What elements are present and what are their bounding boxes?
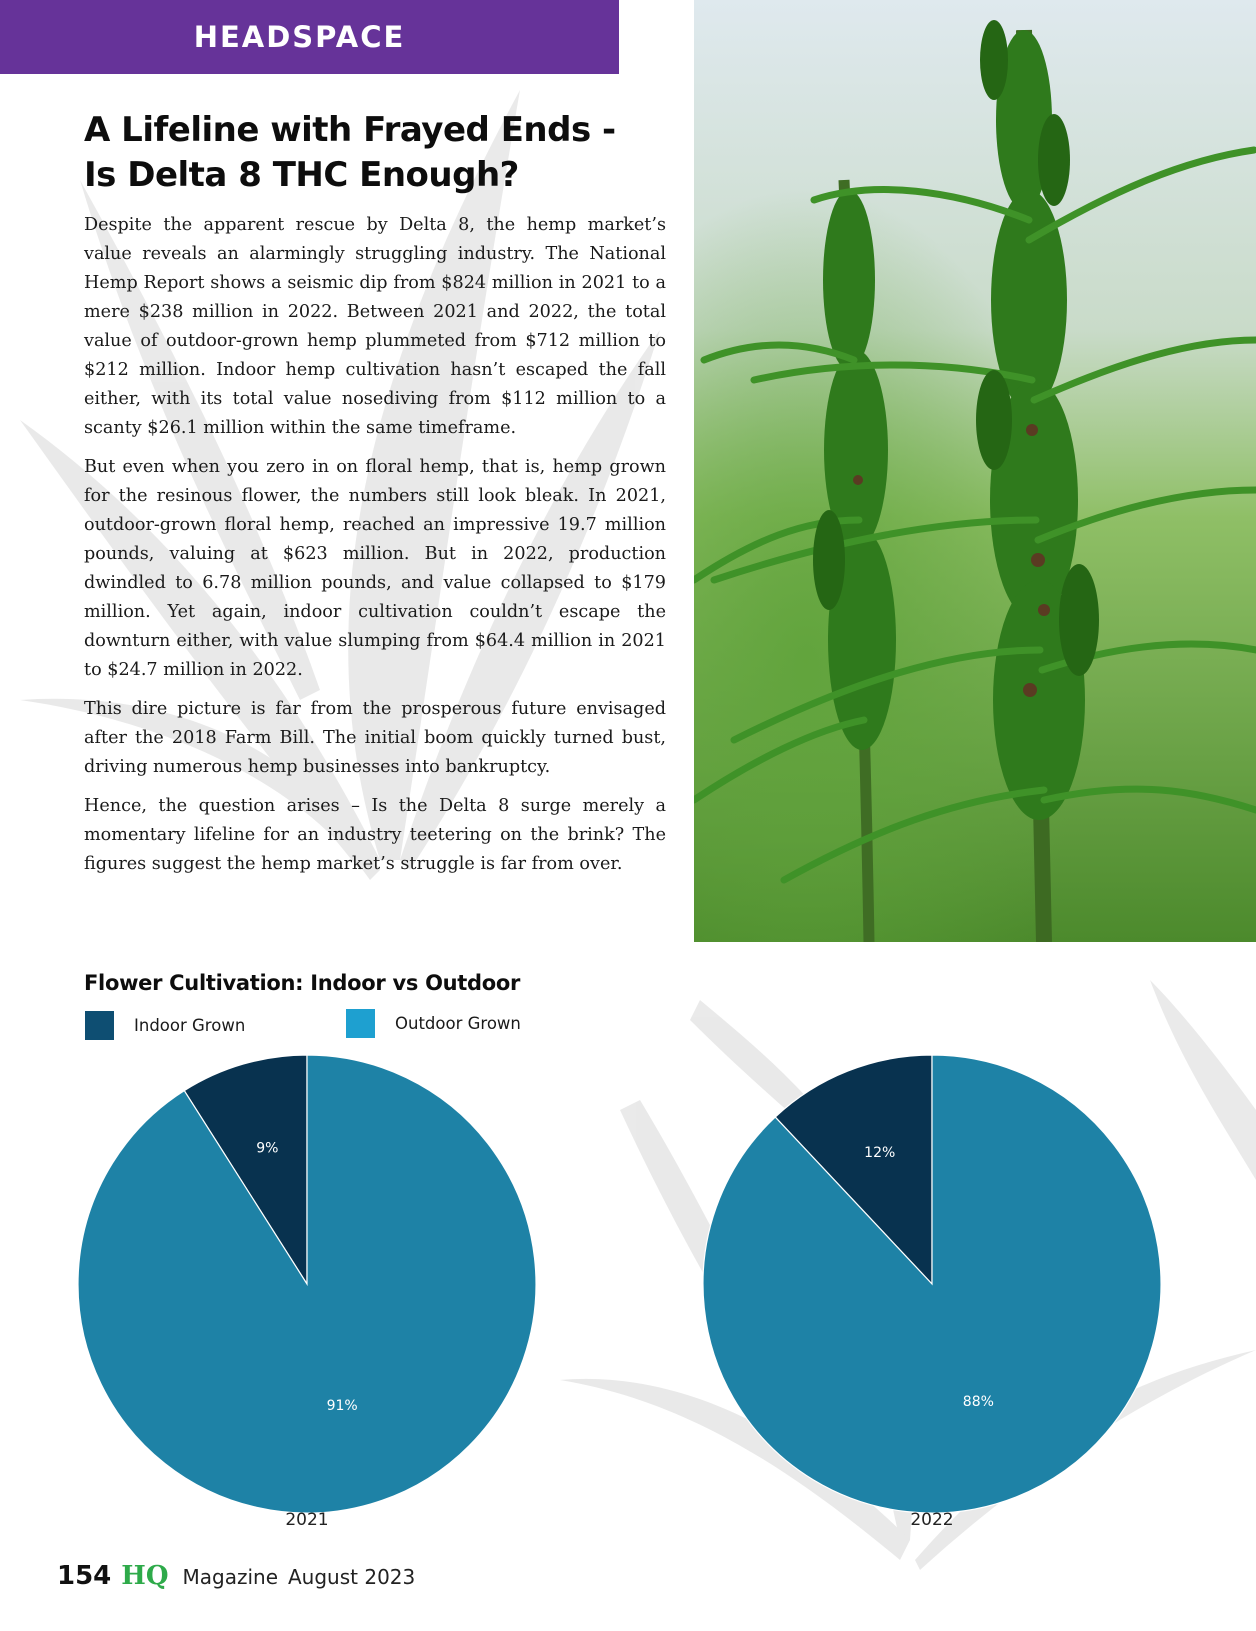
article-title-line-2: Is Delta 8 THC Enough? [84, 155, 519, 195]
pie-2022-label-indoor: 12% [864, 1144, 896, 1161]
pie-2022-label-outdoor: 88% [962, 1394, 994, 1411]
section-banner [0, 0, 619, 74]
legend-swatch-indoor [85, 1011, 114, 1040]
pie-2021-label-outdoor: 91% [326, 1397, 358, 1414]
pie-2021-slice-outdoor [78, 1055, 536, 1513]
article-title-line-1: A Lifeline with Frayed Ends - [84, 110, 616, 150]
legend-item-indoor [85, 1011, 245, 1040]
hemp-plant-photo [694, 0, 1256, 942]
legend-item-outdoor [346, 1009, 521, 1038]
pie-2022-year-label: 2022 [910, 1510, 954, 1530]
legend-label-indoor: Indoor Grown [134, 1016, 246, 1035]
article-paragraph-1: Despite the apparent rescue by Delta 8, the hemp market’s value reveals an alarmingly struggling industry. The National Hemp Report shows a seismic dip from $824 million in 2021 to a mere $238 million in 2022. Between 2021 and 2022, the total value of outdoor-grown hemp plummeted from $712 million to $212 million. Indoor hemp cultivation hasn’t escaped the fall either, with its total value nosediving from $112 million to a scanty $26.1 million within the same timeframe. [84, 215, 666, 438]
pie-charts [0, 1040, 1256, 1540]
article-paragraph-3: This dire picture is far from the prosperous future envisaged after the 2018 Farm Bill. The initial boom quickly turned bust, driving numerous hemp businesses into bankruptcy. [84, 699, 666, 777]
article-paragraph-2: But even when you zero in on floral hemp, that is, hemp grown for the resinous flower, the numbers still look bleak. In 2021, outdoor-grown floral hemp, reached an impressive 19.7 million pounds, valuing at $623 million. But in 2022, production dwindled to 6.78 million pounds, and value collapsed to $179 million. Yet again, indoor cultivation couldn’t escape the downturn either, with value slumping from $64.4 million in 2021 to $24.7 million in 2022. [84, 457, 666, 680]
section-label: HEADSPACE [193, 20, 406, 54]
magazine-name: Magazine [182, 1565, 278, 1589]
hemp-plant-illustration [694, 0, 1256, 942]
page-footer [57, 1561, 415, 1591]
pie-2022-slice-outdoor [703, 1055, 1161, 1513]
article-title [84, 108, 644, 198]
legend-label-outdoor: Outdoor Grown [395, 1014, 521, 1033]
chart-title: Flower Cultivation: Indoor vs Outdoor [84, 971, 521, 995]
article-body [84, 211, 666, 889]
legend-swatch-outdoor [346, 1009, 375, 1038]
article-paragraph-4: Hence, the question arises – Is the Delta 8 surge merely a momentary lifeline for an industry teetering on the brink? The figures suggest the hemp market’s struggle is far from over. [84, 796, 666, 874]
page-number: 154 [57, 1561, 112, 1591]
magazine-logo: HQ [121, 1561, 169, 1591]
pie-2021-year-label: 2021 [285, 1510, 329, 1530]
issue-date: August 2023 [288, 1565, 416, 1589]
pie-2021-label-indoor: 9% [256, 1140, 279, 1157]
